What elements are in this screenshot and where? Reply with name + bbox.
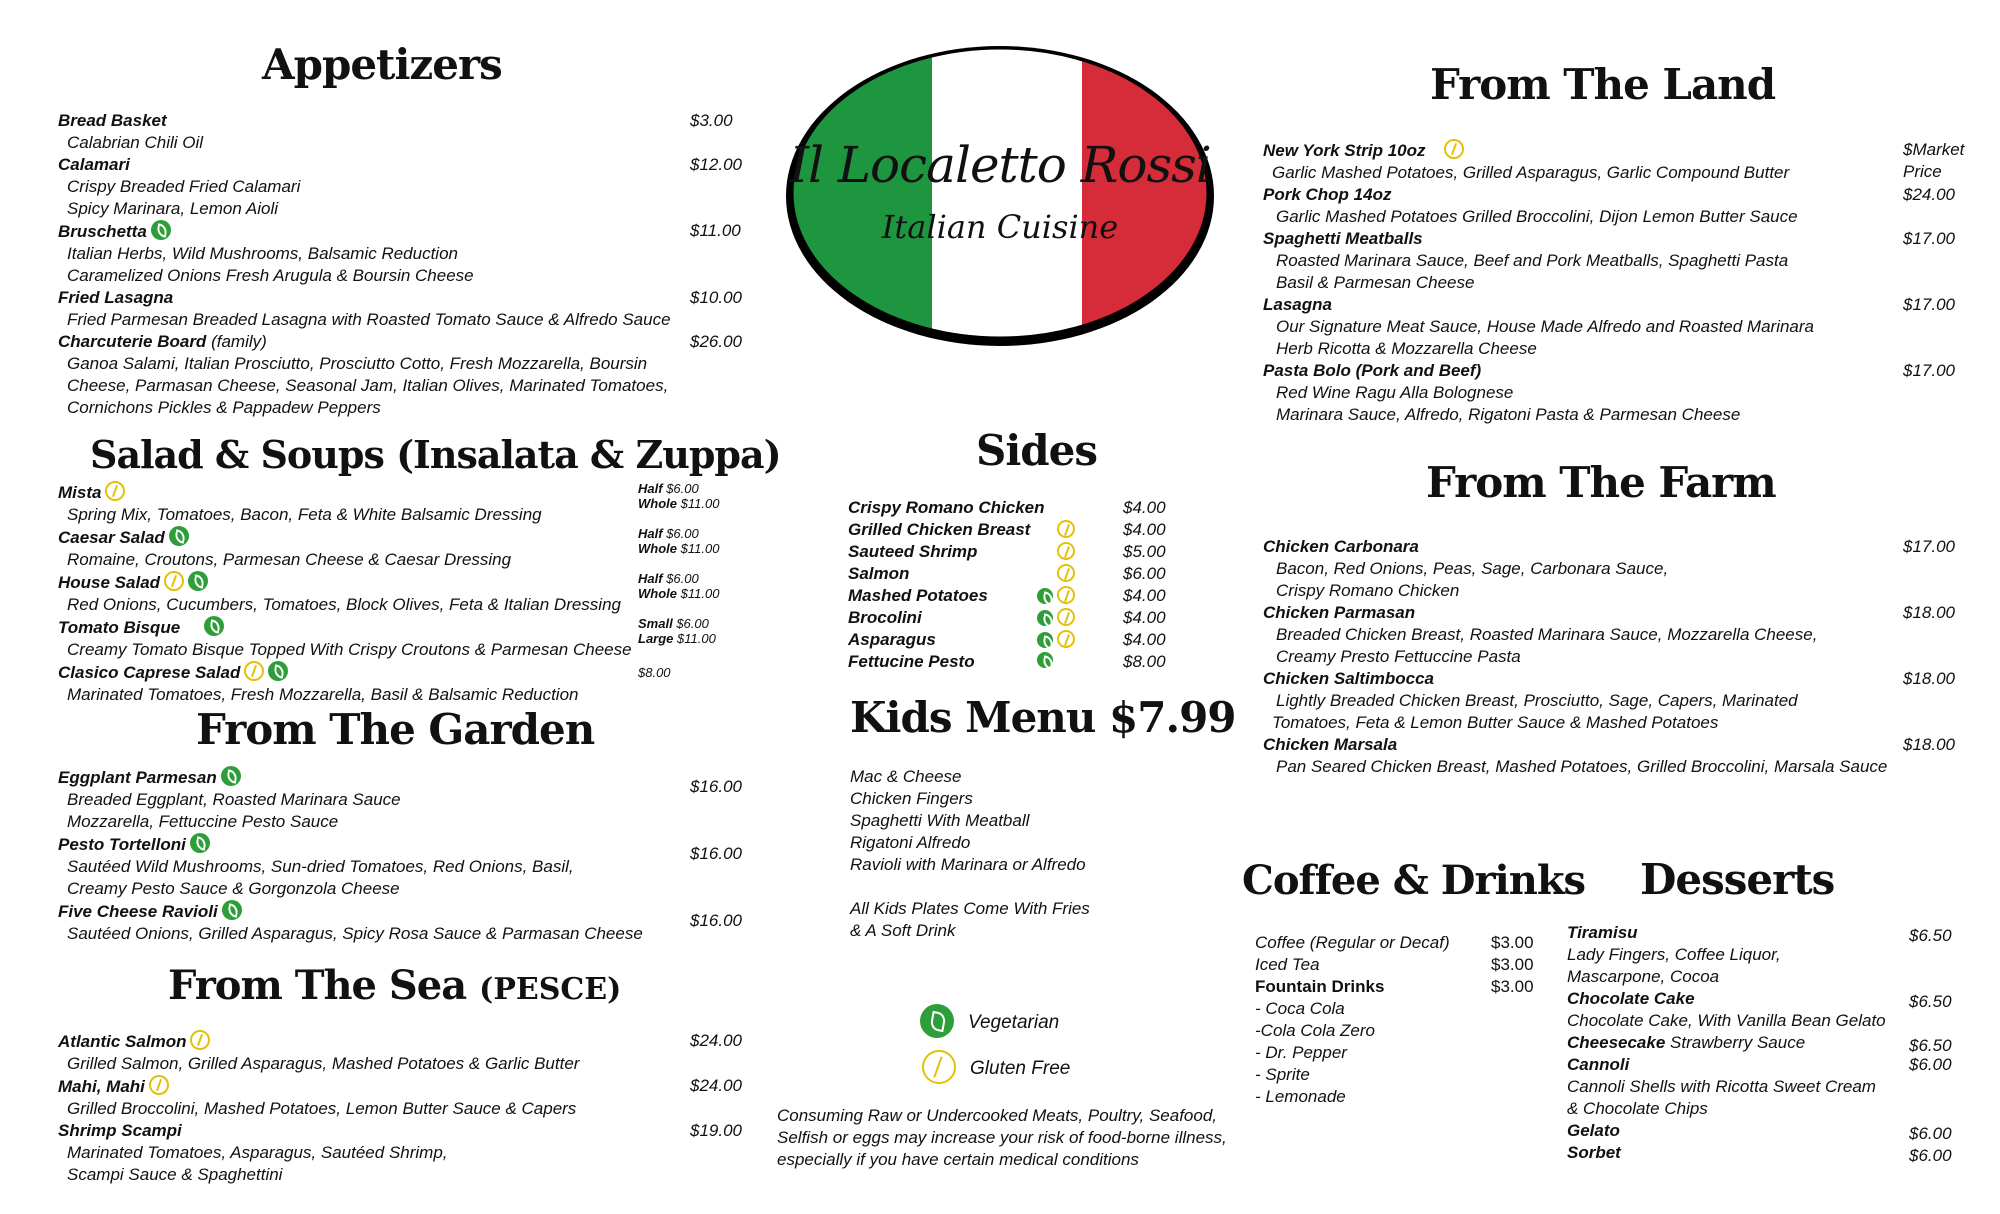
menu-item: New York Strip 10oz $Market Price Garlic Mashed Potatoes, Grilled Asparagus, Garlic Compound Butter	[1263, 140, 1965, 182]
gluten-free-icon	[922, 1050, 956, 1084]
gluten-free-icon	[164, 571, 184, 591]
menu-item: Pasta Bolo (Pork and Beef) $17.00 Red Wine Ragu Alla Bolognese Marinara Sauce, Alfredo, Rigatoni Pasta & Parmesan Cheese	[1263, 361, 1955, 424]
gluten-free-icon	[1057, 542, 1075, 560]
menu-item: Fried Lasagna $10.00 Fried Parmesan Breaded Lasagna with Roasted Tomato Sauce & Alfredo Sauce	[58, 288, 742, 329]
appetizers-title: Appetizers	[262, 40, 502, 89]
drinks-title: Coffee & Drinks	[1242, 857, 1586, 904]
menu-item: Cheesecake Strawberry Sauce $6.50	[1567, 1033, 1952, 1055]
appetizers-list	[58, 110, 748, 419]
land-title: From The Land	[1430, 60, 1776, 109]
side-item: Grilled Chicken Breast $4.00	[848, 520, 1166, 539]
menu-item: Charcuterie Board (family) $26.00 Ganoa Salami, Italian Prosciutto, Prosciutto Cotto, Fresh Mozzarella, Boursin Cheese, Parmasan Cheese, Seasonal Jam, Italian Olives, Marinated Tomatoes, Cornichons Pickles & Pappadew Peppers	[58, 332, 742, 417]
garden-list	[58, 766, 748, 945]
drink-item: Fountain Drinks $3.00	[1255, 977, 1534, 996]
side-item: Brocolini $4.00	[848, 608, 1166, 627]
side-item: Salmon $6.00	[848, 564, 1166, 583]
gluten-free-icon	[1057, 608, 1075, 626]
gluten-free-icon	[1057, 630, 1075, 648]
menu-item: Shrimp Scampi $19.00 Marinated Tomatoes, Asparagus, Sautéed Shrimp, Scampi Sauce & Spaghettini	[58, 1121, 742, 1184]
menu-item: Bruschetta $11.00 Italian Herbs, Wild Mushrooms, Balsamic Reduction Caramelized Onions Fresh Arugula & Boursin Cheese	[58, 221, 741, 285]
menu-item: Chicken Parmasan $18.00 Breaded Chicken Breast, Roasted Marinara Sauce, Mozzarella Cheese, Creamy Presto Fettuccine Pasta	[1263, 603, 1955, 666]
gluten-free-icon	[105, 481, 125, 501]
gluten-free-icon	[190, 1030, 210, 1050]
menu-item: Calamari $12.00 Crispy Breaded Fried Calamari Spicy Marinara, Lemon Aioli	[58, 155, 742, 218]
vegetarian-icon	[1037, 652, 1053, 668]
vegetarian-icon	[169, 526, 189, 546]
sea-title: From The Sea (PESCE)	[168, 962, 622, 1009]
side-item: Asparagus $4.00	[848, 630, 1166, 649]
desserts-title: Desserts	[1640, 855, 1835, 904]
disclaimer: Consuming Raw or Undercooked Meats, Poultry, Seafood, Selfish or eggs may increase your risk of food-borne illness, especially if you have certain medical conditions	[777, 1106, 1227, 1169]
garden-title: From The Garden	[196, 705, 595, 754]
menu-item: Mista Half $6.00 Whole $11.00 Spring Mix, Tomatoes, Bacon, Feta & White Balsamic Dressing	[58, 481, 720, 524]
sides-title: Sides	[976, 426, 1098, 475]
drinks-list: Coffee (Regular or Decaf) $3.00 Iced Tea $3.00 Fountain Drinks $3.00 - Coca Cola -Cola Cola Zero - Dr. Pepper - Sprite - Lemonade	[1255, 932, 1555, 1108]
farm-list	[1263, 536, 1973, 778]
side-item: Mashed Potatoes $4.00	[848, 586, 1166, 605]
menu-item: House Salad Half $6.00 Whole $11.00 Red Onions, Cucumbers, Tomatoes, Block Olives, Feta & Italian Dressing	[58, 571, 720, 614]
menu-item: Chicken Saltimbocca $18.00 Lightly Breaded Chicken Breast, Prosciutto, Sage, Capers, Marinated Tomatoes, Feta & Lemon Butter Sauce & Mashed Potatoes	[1263, 669, 1955, 732]
side-item: Sauteed Shrimp $5.00	[848, 542, 1166, 561]
vegetarian-icon	[151, 220, 171, 240]
menu-item: Tomato Bisque Small $6.00 Large $11.00 Creamy Tomato Bisque Topped With Crispy Croutons & Parmesan Cheese	[58, 616, 716, 659]
side-item: Crispy Romano Chicken $4.00	[848, 498, 1166, 517]
drink-item: Iced Tea $3.00	[1255, 955, 1534, 974]
menu-item: Sorbet $6.00	[1567, 1143, 1952, 1165]
kids-title: Kids Menu $7.99	[850, 693, 1236, 742]
vegetarian-icon	[222, 900, 242, 920]
menu-item: Spaghetti Meatballs $17.00 Roasted Marinara Sauce, Beef and Pork Meatballs, Spaghetti Pasta Basil & Parmesan Cheese	[1263, 229, 1955, 292]
menu-item: Atlantic Salmon $24.00 Grilled Salmon, Grilled Asparagus, Mashed Potatoes & Garlic Butter	[58, 1031, 742, 1073]
gluten-free-icon	[1057, 586, 1075, 604]
vegetarian-icon	[1037, 610, 1053, 626]
salads-title: Salad & Soups (Insalata & Zuppa)	[90, 432, 781, 477]
desserts-list	[1567, 922, 1967, 1164]
menu-item: Pesto Tortelloni $16.00 Sautéed Wild Mushrooms, Sun-dried Tomatoes, Red Onions, Basil, Creamy Pesto Sauce & Gorgonzola Cheese	[58, 835, 742, 898]
gluten-free-icon	[149, 1075, 169, 1095]
logo-tagline: Italian Cuisine	[881, 208, 1119, 246]
vegetarian-icon	[190, 833, 210, 853]
vegetarian-icon	[1037, 632, 1053, 648]
legend-gluten-free: Gluten Free	[918, 1050, 1070, 1084]
menu-item: Eggplant Parmesan $16.00 Breaded Eggplant, Roasted Marinara Sauce Mozzarella, Fettuccine Pesto Sauce	[58, 768, 742, 831]
menu-item: Tiramisu $6.50 Lady Fingers, Coffee Liquor, Mascarpone, Cocoa	[1567, 923, 1952, 986]
menu-item: Caesar Salad Half $6.00 Whole $11.00 Romaine, Croutons, Parmesan Cheese & Caesar Dressing	[58, 526, 720, 569]
vegetarian-icon	[204, 616, 224, 636]
gluten-free-icon	[1057, 564, 1075, 582]
menu-item: Chicken Marsala $18.00 Pan Seared Chicken Breast, Mashed Potatoes, Grilled Broccolini, Marsala Sauce	[1263, 735, 1955, 776]
menu-item: Clasico Caprese Salad $8.00 Marinated Tomatoes, Fresh Mozzarella, Basil & Balsamic Reduction	[58, 663, 671, 704]
sides-list	[848, 497, 1168, 673]
menu-item: Gelato $6.00	[1567, 1121, 1952, 1143]
kids-list: Mac & Cheese Chicken Fingers Spaghetti With Meatball Rigatoni Alfredo Ravioli with Marinara or Alfredo All Kids Plates Come With Fries & A Soft Drink	[850, 767, 1090, 940]
vegetarian-icon	[221, 766, 241, 786]
menu-item: Pork Chop 14oz $24.00 Garlic Mashed Potatoes Grilled Broccolini, Dijon Lemon Butter Sauce	[1263, 185, 1955, 226]
logo	[780, 38, 1220, 348]
side-item: Fettucine Pesto $8.00	[848, 652, 1166, 671]
vegetarian-icon	[1037, 588, 1053, 604]
vegetarian-icon	[268, 661, 288, 681]
menu-item: Cannoli $6.00 Cannoli Shells with Ricotta Sweet Cream & Chocolate Chips	[1567, 1055, 1952, 1118]
menu-item: Mahi, Mahi $24.00 Grilled Broccolini, Mashed Potatoes, Lemon Butter Sauce & Capers	[58, 1076, 742, 1118]
vegetarian-icon	[920, 1004, 954, 1038]
legend-vegetarian: Vegetarian	[916, 1004, 1059, 1038]
menu-item: Chocolate Cake $6.50 Chocolate Cake, With Vanilla Bean Gelato	[1567, 989, 1952, 1030]
gluten-free-icon	[244, 661, 264, 681]
menu-item: Lasagna $17.00 Our Signature Meat Sauce, House Made Alfredo and Roasted Marinara Herb Ricotta & Mozzarella Cheese	[1263, 295, 1955, 358]
sea-list	[58, 1030, 748, 1186]
menu-item: Five Cheese Ravioli $16.00 Sautéed Onions, Grilled Asparagus, Spicy Rosa Sauce & Parmasan Cheese	[58, 902, 742, 943]
land-list	[1263, 139, 1973, 426]
vegetarian-icon	[188, 571, 208, 591]
salads-list	[58, 481, 748, 706]
farm-title: From The Farm	[1426, 458, 1776, 507]
gluten-free-icon	[1057, 520, 1075, 538]
gluten-free-icon	[1444, 139, 1464, 159]
menu-item: Chicken Carbonara $17.00 Bacon, Red Onions, Peas, Sage, Carbonara Sauce, Crispy Romano Chicken	[1263, 537, 1955, 600]
drink-item: Coffee (Regular or Decaf) $3.00	[1255, 933, 1534, 952]
logo-name: Il Localetto Rossi	[789, 136, 1211, 194]
menu-item: Bread Basket $3.00 Calabrian Chili Oil	[58, 111, 733, 152]
